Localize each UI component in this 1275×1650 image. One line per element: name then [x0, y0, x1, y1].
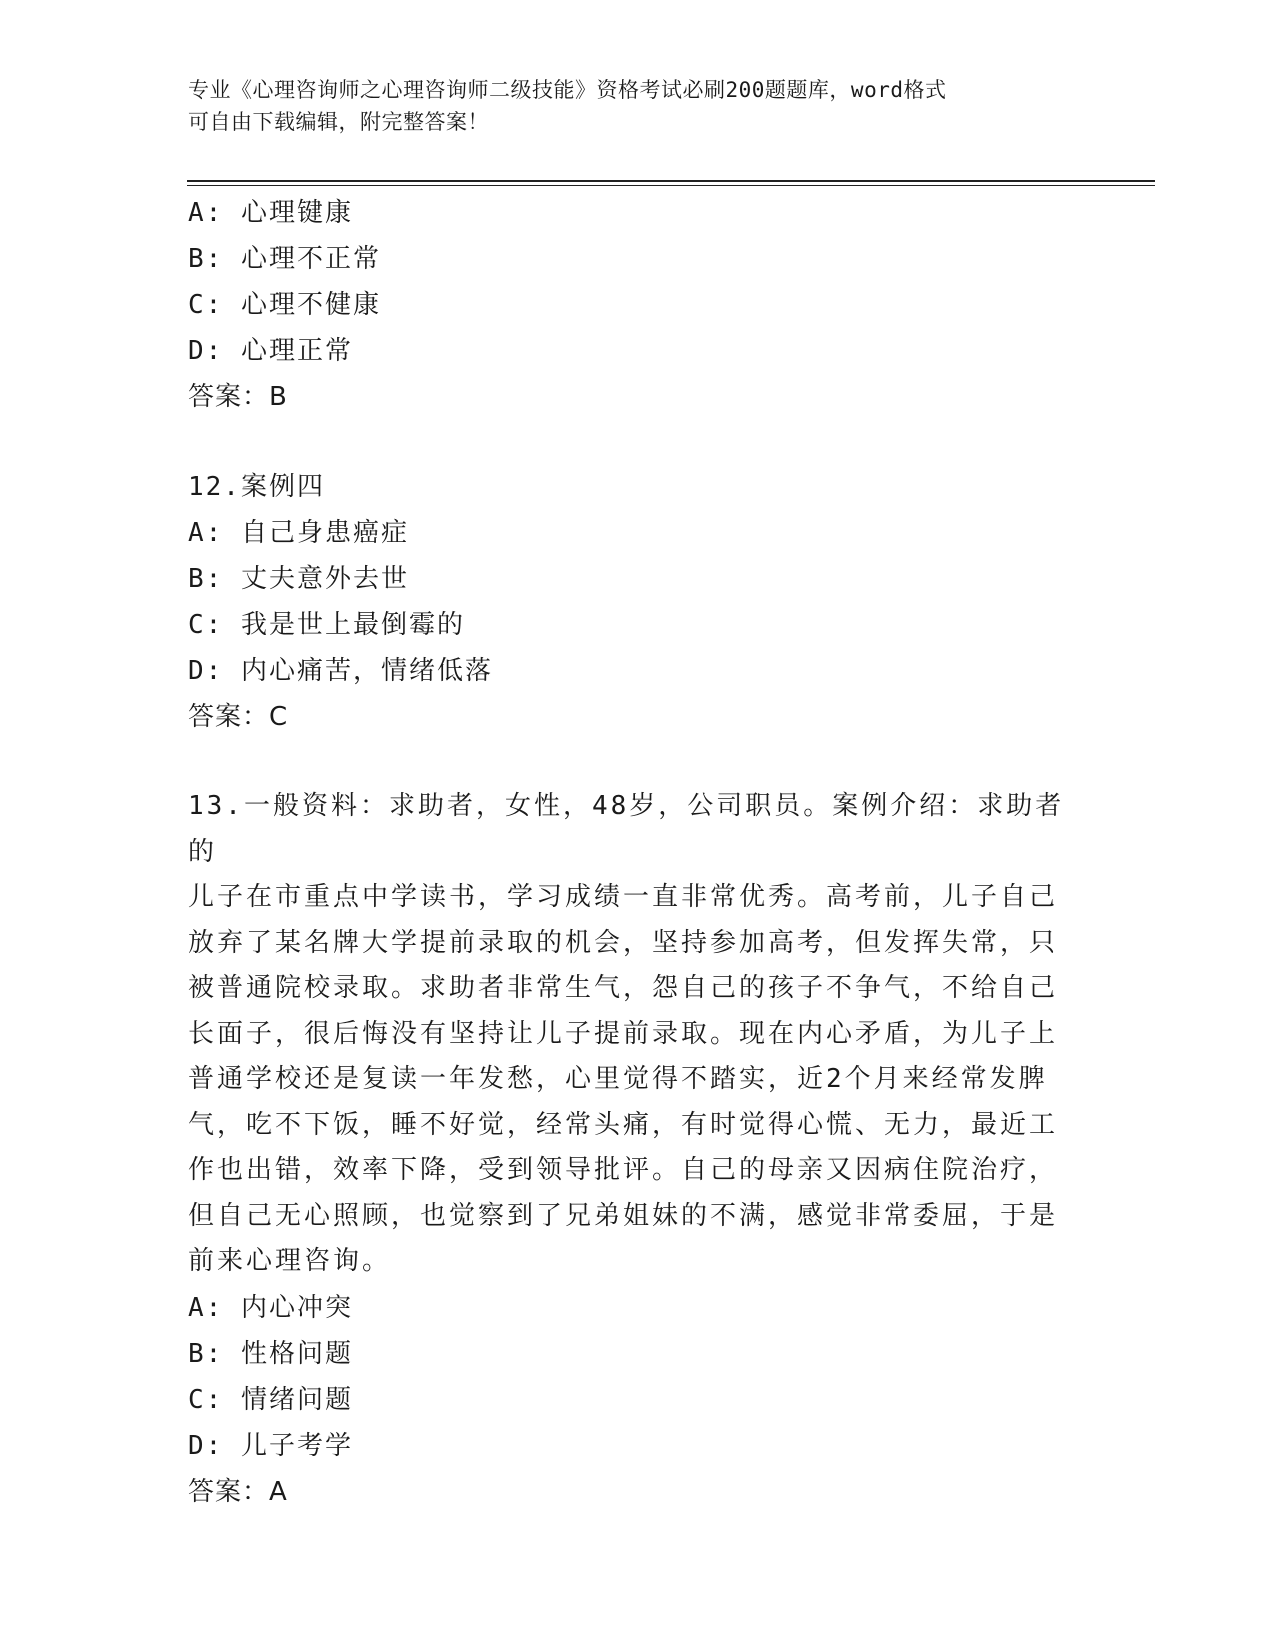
option-b: B: 丈夫意外去世 — [188, 564, 409, 594]
option-a: A: 心理键康 — [188, 198, 353, 228]
question-12 — [188, 464, 1088, 740]
stem-line: 放弃了某名牌大学提前录取的机会，坚持参加高考，但发挥失常，只 — [188, 927, 1059, 958]
stem-line: 但自己无心照顾，也觉察到了兄弟姐妹的不满，感觉非常委屈，于是 — [188, 1200, 1059, 1231]
option-c: C: 心理不健康 — [188, 290, 381, 320]
option-d: D: 内心痛苦，情绪低落 — [188, 656, 493, 686]
stem-line: 被普通院校录取。求助者非常生气，怨自己的孩子不争气，不给自己 — [188, 973, 1059, 1003]
option-b: B: 性格问题 — [188, 1338, 353, 1369]
answer-line: 答案：C — [188, 702, 289, 732]
option-b: B: 心理不正常 — [188, 244, 381, 274]
option-d: D: 心理正常 — [188, 336, 353, 366]
stem-line: 普通学校还是复读一年发愁，心里觉得不踏实，近2个月来经常发脾 — [188, 1064, 1048, 1094]
option-c: C: 我是世上最倒霉的 — [188, 610, 465, 640]
option-a: A: 内心冲突 — [188, 1292, 353, 1323]
header-divider — [187, 180, 1155, 182]
option-d: D: 儿子考学 — [188, 1430, 353, 1461]
header-line-2: 可自由下载编辑，附完整答案！ — [188, 110, 489, 134]
header-divider-thin — [187, 185, 1155, 186]
stem-line: 儿子在市重点中学读书，学习成绩一直非常优秀。高考前，儿子自己 — [188, 882, 1059, 912]
stem-line: 13.一般资料：求助者，女性，48岁，公司职员。案例介绍：求助者的 — [188, 791, 1065, 867]
header-line-1: 专业《心理咨询师之心理咨询师二级技能》资格考试必刷200题题库，word格式 — [188, 78, 947, 102]
option-a: A: 自己身患癌症 — [188, 518, 409, 548]
answer-line: 答案：B — [188, 382, 288, 412]
question-stem — [188, 784, 1068, 1285]
document-body — [188, 190, 1088, 1515]
question-11 — [188, 190, 1088, 420]
stem-line: 前来心理咨询。 — [188, 1246, 392, 1276]
option-c: C: 情绪问题 — [188, 1384, 353, 1415]
stem-line: 长面子，很后悔没有坚持让儿子提前录取。现在内心矛盾，为儿子上 — [188, 1018, 1059, 1049]
answer-line: 答案：A — [188, 1476, 288, 1507]
stem-line: 作也出错，效率下降，受到领导批评。自己的母亲又因病住院治疗， — [188, 1155, 1059, 1185]
stem-line: 气，吃不下饭，睡不好觉，经常头痛，有时觉得心慌、无力，最近工 — [188, 1109, 1059, 1140]
document-header — [188, 74, 1068, 138]
question-stem: 12.案例四 — [188, 472, 325, 502]
question-13 — [188, 784, 1088, 1515]
